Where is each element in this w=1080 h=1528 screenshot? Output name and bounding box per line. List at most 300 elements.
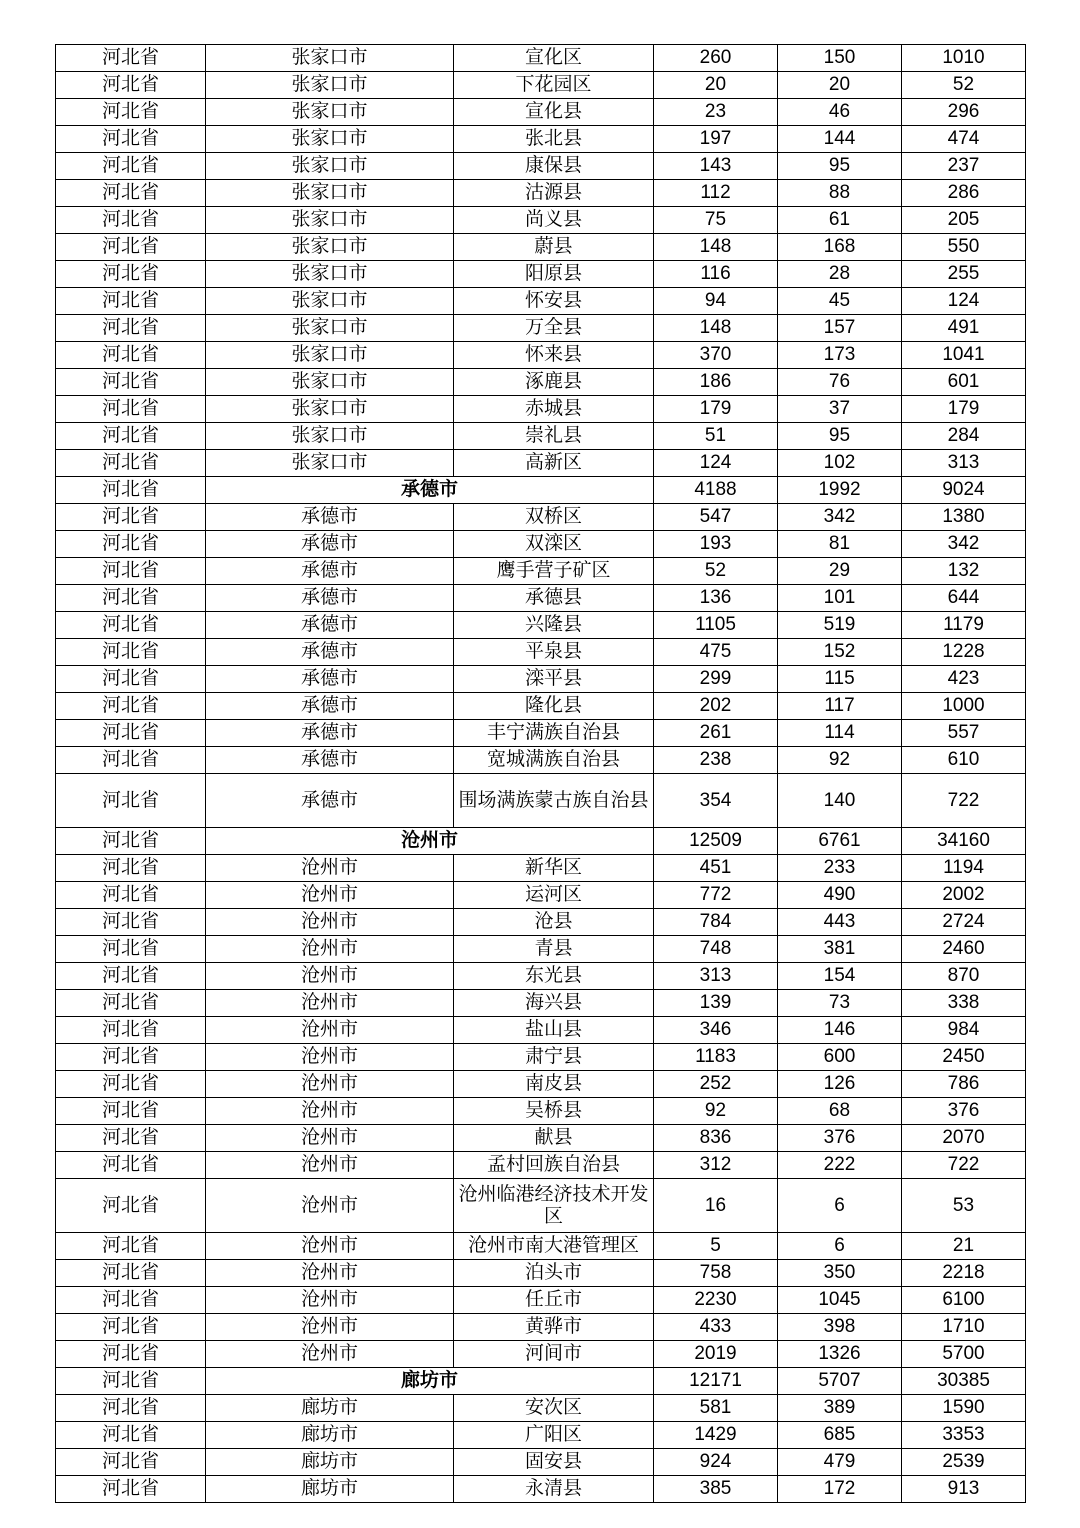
cell-city: 承德市 — [206, 558, 454, 585]
cell-city: 张家口市 — [206, 99, 454, 126]
cell-value-1: 312 — [654, 1152, 778, 1179]
cell-city: 张家口市 — [206, 180, 454, 207]
cell-district: 献县 — [454, 1125, 654, 1152]
table-row — [56, 153, 1026, 180]
table-row — [56, 531, 1026, 558]
cell-province: 河北省 — [56, 72, 206, 99]
table-row — [56, 666, 1026, 693]
cell-value-2: 68 — [778, 1098, 902, 1125]
cell-city: 张家口市 — [206, 423, 454, 450]
table-row — [56, 288, 1026, 315]
cell-city: 张家口市 — [206, 45, 454, 72]
cell-province: 河北省 — [56, 936, 206, 963]
cell-value-2: 168 — [778, 234, 902, 261]
cell-value-1: 1429 — [654, 1422, 778, 1449]
cell-province: 河北省 — [56, 288, 206, 315]
cell-value-2: 46 — [778, 99, 902, 126]
cell-value-3: 286 — [902, 180, 1026, 207]
cell-province: 河北省 — [56, 639, 206, 666]
table-row — [56, 1152, 1026, 1179]
cell-province: 河北省 — [56, 1476, 206, 1503]
table-row — [56, 774, 1026, 828]
cell-value-1: 16 — [654, 1179, 778, 1233]
cell-city: 张家口市 — [206, 261, 454, 288]
cell-district: 丰宁满族自治县 — [454, 720, 654, 747]
cell-district: 黄骅市 — [454, 1314, 654, 1341]
cell-province: 河北省 — [56, 99, 206, 126]
cell-province: 河北省 — [56, 207, 206, 234]
cell-province: 河北省 — [56, 423, 206, 450]
cell-value-3: 913 — [902, 1476, 1026, 1503]
cell-value-1: 148 — [654, 234, 778, 261]
cell-value-1: 197 — [654, 126, 778, 153]
cell-province: 河北省 — [56, 909, 206, 936]
cell-value-3: 722 — [902, 1152, 1026, 1179]
cell-value-1: 451 — [654, 855, 778, 882]
cell-value-3: 2724 — [902, 909, 1026, 936]
cell-city: 承德市 — [206, 639, 454, 666]
cell-district: 高新区 — [454, 450, 654, 477]
cell-city: 沧州市 — [206, 1314, 454, 1341]
cell-city: 沧州市 — [206, 1098, 454, 1125]
cell-value-3: 1179 — [902, 612, 1026, 639]
cell-district: 万全县 — [454, 315, 654, 342]
cell-city: 张家口市 — [206, 207, 454, 234]
table-row — [56, 396, 1026, 423]
statistics-table — [55, 44, 1026, 1503]
cell-value-1: 261 — [654, 720, 778, 747]
cell-district: 安次区 — [454, 1395, 654, 1422]
cell-province: 河北省 — [56, 558, 206, 585]
table-row — [56, 72, 1026, 99]
cell-value-1: 94 — [654, 288, 778, 315]
cell-district: 泊头市 — [454, 1260, 654, 1287]
cell-district: 鹰手营子矿区 — [454, 558, 654, 585]
cell-province: 河北省 — [56, 1098, 206, 1125]
cell-value-2: 381 — [778, 936, 902, 963]
cell-value-2: 233 — [778, 855, 902, 882]
cell-value-3: 313 — [902, 450, 1026, 477]
cell-value-2: 95 — [778, 423, 902, 450]
table-row — [56, 99, 1026, 126]
cell-value-1: 12171 — [654, 1368, 778, 1395]
cell-value-1: 179 — [654, 396, 778, 423]
cell-value-3: 644 — [902, 585, 1026, 612]
table-row — [56, 180, 1026, 207]
cell-value-2: 37 — [778, 396, 902, 423]
cell-city: 承德市 — [206, 585, 454, 612]
cell-value-3: 610 — [902, 747, 1026, 774]
cell-province: 河北省 — [56, 504, 206, 531]
cell-value-2: 29 — [778, 558, 902, 585]
cell-value-2: 144 — [778, 126, 902, 153]
cell-value-2: 222 — [778, 1152, 902, 1179]
cell-value-2: 150 — [778, 45, 902, 72]
cell-value-3: 124 — [902, 288, 1026, 315]
cell-city: 沧州市 — [206, 1179, 454, 1233]
cell-value-3: 870 — [902, 963, 1026, 990]
cell-city: 承德市 — [206, 720, 454, 747]
cell-district: 新华区 — [454, 855, 654, 882]
cell-value-2: 479 — [778, 1449, 902, 1476]
cell-value-3: 2218 — [902, 1260, 1026, 1287]
cell-province: 河北省 — [56, 666, 206, 693]
cell-value-2: 95 — [778, 153, 902, 180]
cell-value-1: 139 — [654, 990, 778, 1017]
cell-district: 赤城县 — [454, 396, 654, 423]
cell-district: 张北县 — [454, 126, 654, 153]
cell-city: 张家口市 — [206, 153, 454, 180]
cell-value-1: 758 — [654, 1260, 778, 1287]
cell-value-2: 102 — [778, 450, 902, 477]
cell-value-3: 1380 — [902, 504, 1026, 531]
cell-city: 张家口市 — [206, 288, 454, 315]
cell-value-1: 385 — [654, 1476, 778, 1503]
cell-value-1: 1105 — [654, 612, 778, 639]
cell-value-3: 30385 — [902, 1368, 1026, 1395]
cell-province: 河北省 — [56, 963, 206, 990]
table-body — [56, 45, 1026, 1503]
cell-city: 沧州市 — [206, 1233, 454, 1260]
cell-value-3: 2460 — [902, 936, 1026, 963]
cell-province: 河北省 — [56, 234, 206, 261]
cell-district: 河间市 — [454, 1341, 654, 1368]
table-row — [56, 909, 1026, 936]
cell-value-2: 20 — [778, 72, 902, 99]
cell-district: 隆化县 — [454, 693, 654, 720]
cell-value-1: 547 — [654, 504, 778, 531]
cell-province: 河北省 — [56, 855, 206, 882]
cell-district: 南皮县 — [454, 1071, 654, 1098]
cell-value-3: 179 — [902, 396, 1026, 423]
table-row — [56, 423, 1026, 450]
cell-province: 河北省 — [56, 126, 206, 153]
cell-province: 河北省 — [56, 1341, 206, 1368]
cell-value-3: 255 — [902, 261, 1026, 288]
cell-value-1: 148 — [654, 315, 778, 342]
cell-value-1: 136 — [654, 585, 778, 612]
cell-value-1: 186 — [654, 369, 778, 396]
cell-value-2: 152 — [778, 639, 902, 666]
cell-district: 吴桥县 — [454, 1098, 654, 1125]
cell-value-2: 6761 — [778, 828, 902, 855]
cell-city: 沧州市 — [206, 1287, 454, 1314]
cell-value-2: 157 — [778, 315, 902, 342]
cell-province: 河北省 — [56, 1422, 206, 1449]
cell-value-2: 146 — [778, 1017, 902, 1044]
table-row — [56, 342, 1026, 369]
cell-value-3: 34160 — [902, 828, 1026, 855]
cell-city: 张家口市 — [206, 72, 454, 99]
table-row — [56, 1476, 1026, 1503]
cell-city: 沧州市 — [206, 936, 454, 963]
cell-value-2: 342 — [778, 504, 902, 531]
cell-province: 河北省 — [56, 180, 206, 207]
cell-district: 双桥区 — [454, 504, 654, 531]
cell-city: 沧州市 — [206, 1152, 454, 1179]
cell-district: 运河区 — [454, 882, 654, 909]
cell-district: 平泉县 — [454, 639, 654, 666]
cell-value-2: 73 — [778, 990, 902, 1017]
cell-city: 沧州市 — [206, 1341, 454, 1368]
table-row — [56, 963, 1026, 990]
cell-province: 河北省 — [56, 1314, 206, 1341]
cell-value-2: 6 — [778, 1179, 902, 1233]
cell-value-1: 51 — [654, 423, 778, 450]
cell-province: 河北省 — [56, 585, 206, 612]
cell-value-3: 296 — [902, 99, 1026, 126]
cell-value-1: 2230 — [654, 1287, 778, 1314]
table-row — [56, 504, 1026, 531]
cell-value-2: 173 — [778, 342, 902, 369]
cell-province: 河北省 — [56, 1395, 206, 1422]
cell-value-2: 443 — [778, 909, 902, 936]
cell-province: 河北省 — [56, 261, 206, 288]
table-row — [56, 1341, 1026, 1368]
cell-value-3: 2070 — [902, 1125, 1026, 1152]
cell-city: 沧州市 — [206, 1071, 454, 1098]
cell-city: 沧州市 — [206, 909, 454, 936]
cell-district: 滦平县 — [454, 666, 654, 693]
cell-district: 下花园区 — [454, 72, 654, 99]
cell-value-1: 260 — [654, 45, 778, 72]
cell-city: 沧州市 — [206, 963, 454, 990]
cell-value-2: 117 — [778, 693, 902, 720]
cell-district: 沧州临港经济技术开发区 — [454, 1179, 654, 1233]
cell-value-2: 114 — [778, 720, 902, 747]
cell-value-1: 1183 — [654, 1044, 778, 1071]
cell-value-3: 722 — [902, 774, 1026, 828]
cell-value-2: 76 — [778, 369, 902, 396]
cell-value-3: 1041 — [902, 342, 1026, 369]
cell-district: 盐山县 — [454, 1017, 654, 1044]
cell-city: 承德市 — [206, 693, 454, 720]
cell-city: 沧州市 — [206, 882, 454, 909]
cell-province: 河北省 — [56, 369, 206, 396]
cell-value-1: 475 — [654, 639, 778, 666]
cell-city: 承德市 — [206, 477, 654, 504]
cell-value-1: 772 — [654, 882, 778, 909]
cell-value-1: 433 — [654, 1314, 778, 1341]
cell-province: 河北省 — [56, 1017, 206, 1044]
cell-value-2: 81 — [778, 531, 902, 558]
cell-province: 河北省 — [56, 1044, 206, 1071]
cell-value-2: 519 — [778, 612, 902, 639]
cell-value-1: 252 — [654, 1071, 778, 1098]
cell-province: 河北省 — [56, 828, 206, 855]
cell-province: 河北省 — [56, 1449, 206, 1476]
cell-value-2: 92 — [778, 747, 902, 774]
cell-city: 张家口市 — [206, 369, 454, 396]
cell-value-3: 53 — [902, 1179, 1026, 1233]
cell-province: 河北省 — [56, 477, 206, 504]
table-row — [56, 261, 1026, 288]
cell-value-3: 3353 — [902, 1422, 1026, 1449]
cell-city: 廊坊市 — [206, 1368, 654, 1395]
cell-value-1: 75 — [654, 207, 778, 234]
cell-value-3: 1194 — [902, 855, 1026, 882]
cell-district: 阳原县 — [454, 261, 654, 288]
cell-city: 廊坊市 — [206, 1449, 454, 1476]
cell-value-2: 389 — [778, 1395, 902, 1422]
cell-value-2: 88 — [778, 180, 902, 207]
cell-value-1: 92 — [654, 1098, 778, 1125]
table-row — [56, 1314, 1026, 1341]
cell-value-2: 1045 — [778, 1287, 902, 1314]
cell-city: 承德市 — [206, 504, 454, 531]
cell-value-1: 12509 — [654, 828, 778, 855]
cell-province: 河北省 — [56, 1179, 206, 1233]
cell-value-2: 5707 — [778, 1368, 902, 1395]
cell-value-1: 23 — [654, 99, 778, 126]
cell-district: 尚义县 — [454, 207, 654, 234]
table-row — [56, 612, 1026, 639]
cell-province: 河北省 — [56, 720, 206, 747]
table-row — [56, 477, 1026, 504]
cell-value-3: 237 — [902, 153, 1026, 180]
table-row — [56, 990, 1026, 1017]
cell-district: 双滦区 — [454, 531, 654, 558]
cell-value-3: 338 — [902, 990, 1026, 1017]
cell-district: 承德县 — [454, 585, 654, 612]
cell-city: 承德市 — [206, 747, 454, 774]
cell-province: 河北省 — [56, 45, 206, 72]
cell-city: 张家口市 — [206, 315, 454, 342]
cell-district: 固安县 — [454, 1449, 654, 1476]
table-row — [56, 315, 1026, 342]
cell-value-3: 9024 — [902, 477, 1026, 504]
cell-province: 河北省 — [56, 1233, 206, 1260]
cell-district: 沧县 — [454, 909, 654, 936]
cell-value-3: 2002 — [902, 882, 1026, 909]
cell-value-3: 284 — [902, 423, 1026, 450]
cell-value-3: 1010 — [902, 45, 1026, 72]
cell-district: 东光县 — [454, 963, 654, 990]
cell-district: 任丘市 — [454, 1287, 654, 1314]
cell-city: 承德市 — [206, 774, 454, 828]
cell-city: 张家口市 — [206, 234, 454, 261]
table-row — [56, 1395, 1026, 1422]
table-row — [56, 1260, 1026, 1287]
cell-province: 河北省 — [56, 1152, 206, 1179]
cell-district: 广阳区 — [454, 1422, 654, 1449]
cell-value-3: 550 — [902, 234, 1026, 261]
cell-value-1: 784 — [654, 909, 778, 936]
table-row — [56, 1017, 1026, 1044]
table-row — [56, 1071, 1026, 1098]
cell-value-3: 6100 — [902, 1287, 1026, 1314]
table-row — [56, 828, 1026, 855]
cell-province: 河北省 — [56, 1287, 206, 1314]
table-row — [56, 1422, 1026, 1449]
table-row — [56, 1368, 1026, 1395]
cell-city: 沧州市 — [206, 1044, 454, 1071]
table-row — [56, 1098, 1026, 1125]
cell-value-3: 376 — [902, 1098, 1026, 1125]
cell-district: 兴隆县 — [454, 612, 654, 639]
table-row — [56, 1287, 1026, 1314]
cell-value-1: 299 — [654, 666, 778, 693]
cell-district: 涿鹿县 — [454, 369, 654, 396]
cell-value-2: 490 — [778, 882, 902, 909]
table-row — [56, 234, 1026, 261]
cell-city: 沧州市 — [206, 1125, 454, 1152]
cell-value-1: 836 — [654, 1125, 778, 1152]
cell-value-2: 115 — [778, 666, 902, 693]
cell-district: 崇礼县 — [454, 423, 654, 450]
table-row — [56, 585, 1026, 612]
cell-value-1: 116 — [654, 261, 778, 288]
cell-value-3: 601 — [902, 369, 1026, 396]
table-row — [56, 369, 1026, 396]
cell-value-2: 140 — [778, 774, 902, 828]
cell-province: 河北省 — [56, 531, 206, 558]
table-row — [56, 1044, 1026, 1071]
table-row — [56, 45, 1026, 72]
cell-district: 宣化区 — [454, 45, 654, 72]
table-row — [56, 720, 1026, 747]
cell-district: 沽源县 — [454, 180, 654, 207]
cell-province: 河北省 — [56, 1368, 206, 1395]
cell-value-1: 748 — [654, 936, 778, 963]
cell-value-1: 370 — [654, 342, 778, 369]
table-row — [56, 1179, 1026, 1233]
cell-district: 怀来县 — [454, 342, 654, 369]
cell-province: 河北省 — [56, 1071, 206, 1098]
cell-value-1: 20 — [654, 72, 778, 99]
cell-province: 河北省 — [56, 396, 206, 423]
cell-district: 海兴县 — [454, 990, 654, 1017]
cell-value-1: 202 — [654, 693, 778, 720]
cell-city: 廊坊市 — [206, 1422, 454, 1449]
cell-value-2: 350 — [778, 1260, 902, 1287]
cell-value-3: 205 — [902, 207, 1026, 234]
cell-value-2: 376 — [778, 1125, 902, 1152]
cell-district: 肃宁县 — [454, 1044, 654, 1071]
cell-value-1: 924 — [654, 1449, 778, 1476]
cell-city: 沧州市 — [206, 990, 454, 1017]
table-row — [56, 1233, 1026, 1260]
cell-province: 河北省 — [56, 153, 206, 180]
table-row — [56, 1125, 1026, 1152]
cell-city: 张家口市 — [206, 342, 454, 369]
table-row — [56, 882, 1026, 909]
cell-value-3: 52 — [902, 72, 1026, 99]
cell-province: 河北省 — [56, 342, 206, 369]
cell-value-1: 5 — [654, 1233, 778, 1260]
cell-value-2: 172 — [778, 1476, 902, 1503]
cell-value-3: 984 — [902, 1017, 1026, 1044]
cell-value-2: 1326 — [778, 1341, 902, 1368]
cell-city: 沧州市 — [206, 828, 654, 855]
cell-district: 宽城满族自治县 — [454, 747, 654, 774]
cell-province: 河北省 — [56, 747, 206, 774]
cell-value-2: 1992 — [778, 477, 902, 504]
cell-city: 张家口市 — [206, 396, 454, 423]
cell-province: 河北省 — [56, 693, 206, 720]
cell-province: 河北省 — [56, 315, 206, 342]
cell-city: 承德市 — [206, 666, 454, 693]
cell-city: 廊坊市 — [206, 1476, 454, 1503]
cell-province: 河北省 — [56, 990, 206, 1017]
cell-value-1: 112 — [654, 180, 778, 207]
cell-district: 宣化县 — [454, 99, 654, 126]
cell-district: 康保县 — [454, 153, 654, 180]
cell-city: 承德市 — [206, 531, 454, 558]
table-row — [56, 936, 1026, 963]
cell-value-2: 126 — [778, 1071, 902, 1098]
cell-value-1: 581 — [654, 1395, 778, 1422]
